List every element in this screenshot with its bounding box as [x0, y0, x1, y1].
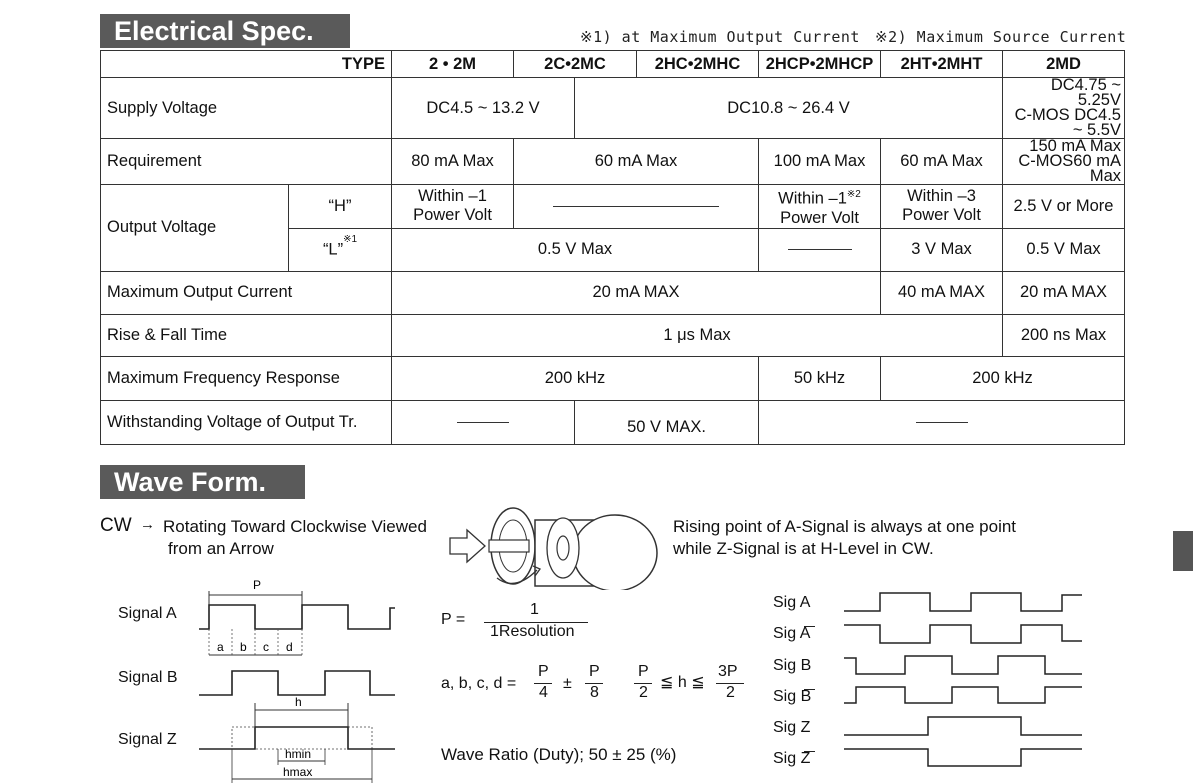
frac-p4-num: P — [538, 663, 549, 680]
sig-b-label: Sig B — [773, 657, 812, 674]
dash-line — [916, 422, 968, 423]
signal-z-label: Signal Z — [118, 731, 177, 748]
view-arrow-icon — [450, 530, 485, 562]
sig-z-label: Sig Z — [773, 719, 811, 736]
cw-desc-line1: Rotating Toward Clockwise Viewed — [163, 517, 427, 536]
rise-fall-label: Rise & Fall Time — [101, 314, 392, 356]
signal-z-wave — [199, 727, 395, 749]
output-l-md: 0.5 V Max — [1003, 228, 1125, 271]
output-l-cell — [289, 228, 392, 271]
supply-md-line1: DC4.75 ~ 5.25V — [1050, 77, 1121, 109]
cw-label: CW — [100, 515, 132, 536]
b-label: b — [240, 640, 247, 654]
footnote-mark-1: ※1 — [343, 233, 358, 245]
requirement-label: Requirement — [101, 139, 392, 185]
rising-note-line2: while Z-Signal is at H-Level in CW. — [673, 539, 934, 558]
output-h-label: “H” — [289, 185, 392, 229]
signal-b-label: Signal B — [118, 669, 178, 686]
signal-a-wave — [199, 605, 395, 629]
output-h-none — [514, 185, 759, 229]
rise-fall-v2: 200 ns Max — [1003, 314, 1125, 356]
dash-line — [788, 249, 852, 250]
frac-p2-den: 2 — [639, 684, 648, 701]
max-current-v1: 20 mA MAX — [392, 271, 881, 314]
type-col-5: 2HT•2MHT — [881, 51, 1003, 78]
type-col-3: 2HC•2MHC — [637, 51, 759, 78]
sig-z-bar-label: Sig Z — [773, 750, 810, 768]
output-voltage-label: Output Voltage — [101, 185, 289, 272]
encoder-illustration — [445, 500, 665, 590]
p-denominator: 1Resolution — [490, 623, 575, 640]
output-h-2hcp-line2: Power Volt — [780, 208, 859, 227]
requirement-2c-2hc: 60 mA Max — [514, 139, 759, 185]
plus-minus: ± — [563, 675, 572, 692]
timing-diagram-right — [840, 585, 1090, 775]
wave-form-title: Wave Form. — [100, 465, 305, 499]
sig-a-label: Sig A — [773, 594, 811, 611]
freq-v2: 50 kHz — [759, 356, 881, 400]
output-h-2hcp-line1: Within –1 — [778, 189, 847, 208]
output-h-2ht-line2: Power Volt — [902, 206, 981, 225]
sig-z-bar-wave — [844, 749, 1082, 766]
output-h-2m — [392, 185, 514, 229]
dash-line — [553, 206, 719, 207]
footnote-2: ※2) Maximum Source Current — [875, 28, 1127, 46]
withstand-label: Withstanding Voltage of Output Tr. — [101, 400, 392, 444]
frac-3p2-den: 2 — [726, 684, 735, 701]
h-label: h — [295, 695, 302, 709]
output-h-2m-line2: Power Volt — [413, 206, 492, 225]
frac-p4-den: 4 — [539, 684, 548, 701]
output-h-2m-line1: Within –1 — [418, 187, 487, 206]
supply-voltage-low: DC4.5 ~ 13.2 V — [392, 78, 575, 139]
signal-a-label: Signal A — [118, 605, 177, 622]
p-dimension-label: P — [253, 578, 262, 592]
footnote-1: ※1) at Maximum Output Current — [580, 28, 860, 46]
frac-p8-num: P — [589, 663, 600, 680]
requirement-2ht: 60 mA Max — [881, 139, 1003, 185]
supply-voltage-label: Supply Voltage — [101, 78, 392, 139]
h-range: ≦ h ≦ — [660, 674, 705, 691]
c-label: c — [263, 640, 269, 654]
sig-a-wave — [844, 593, 1082, 611]
p-numerator: 1 — [530, 601, 539, 618]
max-current-label: Maximum Output Current — [101, 271, 392, 314]
a-label: a — [217, 640, 224, 654]
freq-v3: 200 kHz — [881, 356, 1125, 400]
freq-label: Maximum Frequency Response — [101, 356, 392, 400]
frac-p8-den: 8 — [590, 684, 599, 701]
hmin-label: hmin — [285, 747, 312, 761]
sig-b-bar-wave — [844, 687, 1082, 703]
requirement-2hcp: 100 mA Max — [759, 139, 881, 185]
output-l-2m-2hc: 0.5 V Max — [392, 228, 759, 271]
dash-line — [457, 422, 509, 423]
sig-z-wave — [844, 717, 1082, 735]
max-current-v2: 40 mA MAX — [881, 271, 1003, 314]
output-l-2hcp — [759, 228, 881, 271]
p-equals: P = — [441, 611, 466, 628]
overline-mark — [804, 689, 815, 690]
frac-p2-num: P — [638, 663, 649, 680]
page-edge-tab — [1173, 531, 1193, 571]
type-col-2: 2C•2MC — [514, 51, 637, 78]
sig-a-bar-label: Sig A — [773, 625, 810, 643]
footnote-mark-2: ※2 — [846, 189, 861, 200]
electrical-spec-table — [100, 50, 1125, 445]
type-col-4: 2HCP•2MHCP — [759, 51, 881, 78]
freq-v1: 200 kHz — [392, 356, 759, 400]
output-h-2hcp — [759, 185, 881, 229]
d-label: d — [286, 640, 293, 654]
type-col-1: 2 • 2M — [392, 51, 514, 78]
duty-ratio: Wave Ratio (Duty); 50 ± 25 (%) — [441, 745, 677, 764]
output-h-2ht-line1: Within –3 — [907, 187, 976, 206]
encoder-shaft — [489, 540, 529, 552]
requirement-md-line2: C-MOS60 mA Max — [1018, 152, 1121, 185]
supply-voltage-md — [1003, 78, 1125, 139]
supply-voltage-high: DC10.8 ~ 26.4 V — [575, 78, 1003, 139]
output-h-md: 2.5 V or More — [1003, 185, 1125, 229]
signal-b-wave — [199, 671, 395, 695]
cw-desc-line2: from an Arrow — [168, 539, 274, 558]
sig-a-bar-wave — [844, 625, 1082, 643]
max-current-v3: 20 mA MAX — [1003, 271, 1125, 314]
output-l-label: “L” — [322, 240, 344, 259]
electrical-spec-title: Electrical Spec. — [100, 14, 350, 48]
requirement-md-line1: 150 mA Max — [1029, 138, 1121, 155]
type-col-6: 2MD — [1003, 51, 1125, 78]
rising-note-line1: Rising point of A-Signal is always at one point — [673, 517, 1017, 536]
withstand-none-2 — [759, 400, 1125, 444]
output-l-2ht: 3 V Max — [881, 228, 1003, 271]
withstand-none-1 — [392, 400, 575, 444]
timing-diagram-left — [195, 575, 410, 783]
output-h-2ht — [881, 185, 1003, 229]
requirement-md — [1003, 139, 1125, 185]
overline-mark — [804, 751, 815, 752]
overline-mark — [804, 626, 815, 627]
frac-3p2-num: 3P — [718, 663, 738, 680]
abcd-equals: a, b, c, d = — [441, 675, 517, 692]
type-header: TYPE — [101, 51, 392, 78]
arrow-right-icon: → — [140, 516, 155, 533]
supply-md-line2: C-MOS DC4.5 ~ 5.5V — [1014, 106, 1121, 139]
requirement-2m: 80 mA Max — [392, 139, 514, 185]
withstand-v1: 50 V MAX. — [575, 400, 759, 444]
rise-fall-v1: 1 μs Max — [392, 314, 1003, 356]
sig-b-wave — [844, 656, 1082, 674]
hmax-label: hmax — [283, 765, 313, 779]
sig-b-bar-label: Sig B — [773, 688, 811, 706]
